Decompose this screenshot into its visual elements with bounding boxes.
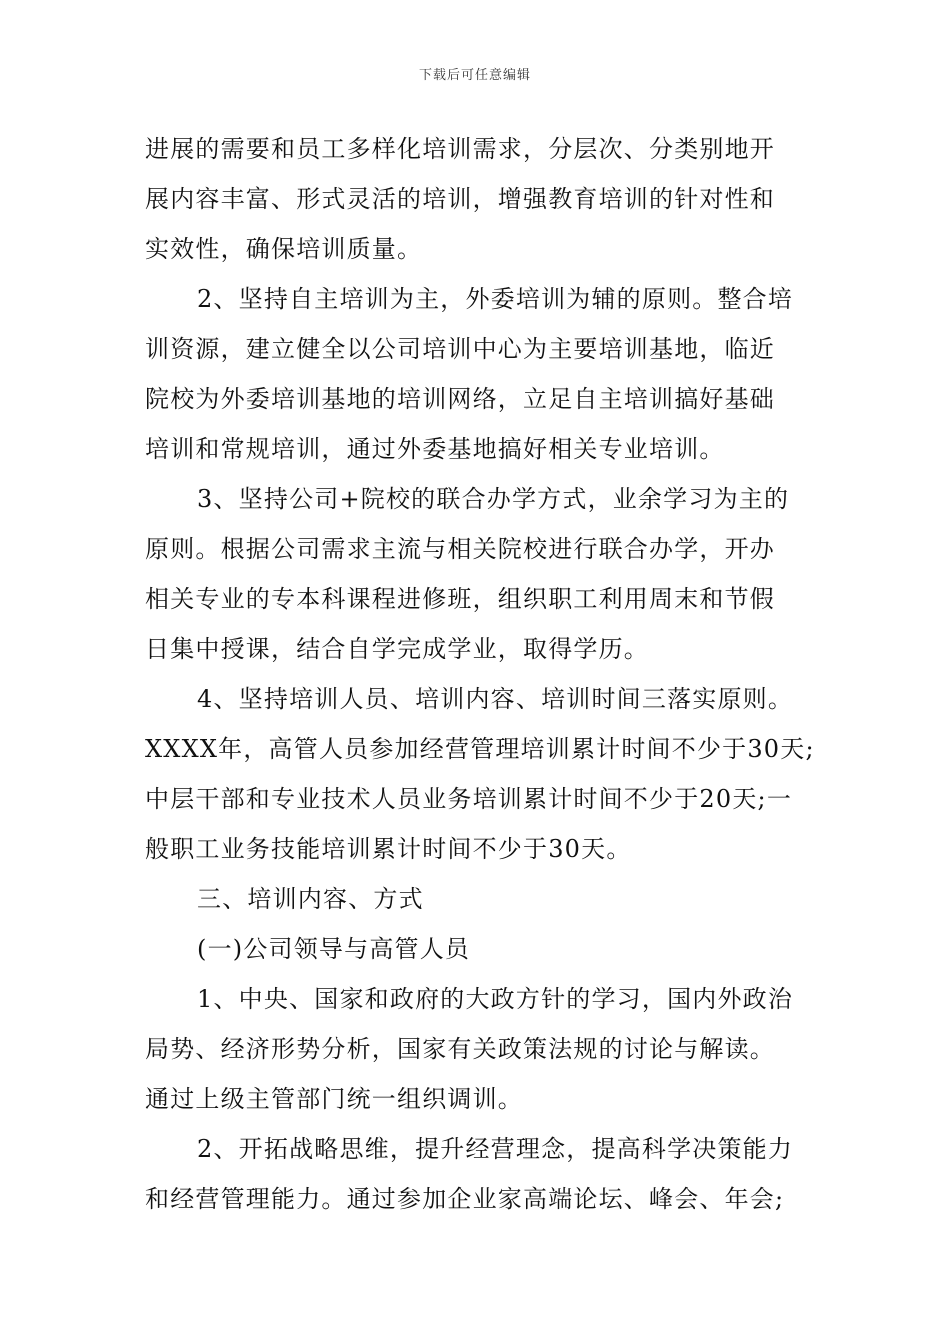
text-line: 和经营管理能力。通过参加企业家高端论坛、峰会、年会; (145, 1185, 785, 1213)
page-header: 下载后可任意编辑 (418, 68, 531, 83)
text-line: 训资源，建立健全以公司培训中心为主要培训基地，临近 (145, 335, 775, 363)
text-line: 三、培训内容、方式 (197, 885, 424, 913)
text-line: 展内容丰富、形式灵活的培训，增强教育培训的针对性和 (145, 185, 775, 213)
text-line: 原则。根据公司需求主流与相关院校进行联合办学，开办 (145, 535, 775, 563)
text-line: 中层干部和专业技术人员业务培训累计时间不少于20天;一 (145, 785, 793, 813)
text-line: 局势、经济形势分析，国家有关政策法规的讨论与解读。 (145, 1035, 775, 1063)
text-line: 日集中授课，结合自学完成学业，取得学历。 (145, 635, 649, 663)
text-line: 1、中央、国家和政府的大政方针的学习，国内外政治 (197, 985, 794, 1013)
paragraph (145, 674, 815, 874)
paragraph (145, 1124, 810, 1224)
text-line: 培训和常规培训，通过外委基地搞好相关专业培训。 (145, 435, 725, 463)
text-line: 3、坚持公司+院校的联合办学方式，业余学习为主的 (197, 485, 790, 513)
paragraph (145, 124, 810, 274)
paragraph (145, 474, 810, 674)
text-line: 进展的需要和员工多样化培训需求，分层次、分类别地开 (145, 135, 775, 163)
text-line: XXXX年，高管人员参加经营管理培训累计时间不少于30天; (145, 735, 815, 763)
text-line: 院校为外委培训基地的培训网络，立足自主培训搞好基础 (145, 385, 775, 413)
document-body (145, 124, 815, 1224)
paragraph (145, 274, 810, 474)
text-line: 实效性，确保培训质量。 (145, 235, 423, 263)
text-line: 相关专业的专本科课程进修班，组织职工利用周末和节假 (145, 585, 775, 613)
text-line: 4、坚持培训人员、培训内容、培训时间三落实原则。 (197, 685, 794, 713)
text-line: 通过上级主管部门统一组织调训。 (145, 1085, 523, 1113)
text-line: 2、开拓战略思维，提升经营理念，提高科学决策能力 (197, 1135, 794, 1163)
text-line: 2、坚持自主培训为主，外委培训为辅的原则。整合培 (197, 285, 794, 313)
text-line: 般职工业务技能培训累计时间不少于30天。 (145, 835, 632, 863)
paragraph (145, 974, 810, 1124)
subsection-heading (145, 924, 810, 974)
text-line: (一)公司领导与高管人员 (197, 935, 471, 963)
section-heading (145, 874, 810, 924)
